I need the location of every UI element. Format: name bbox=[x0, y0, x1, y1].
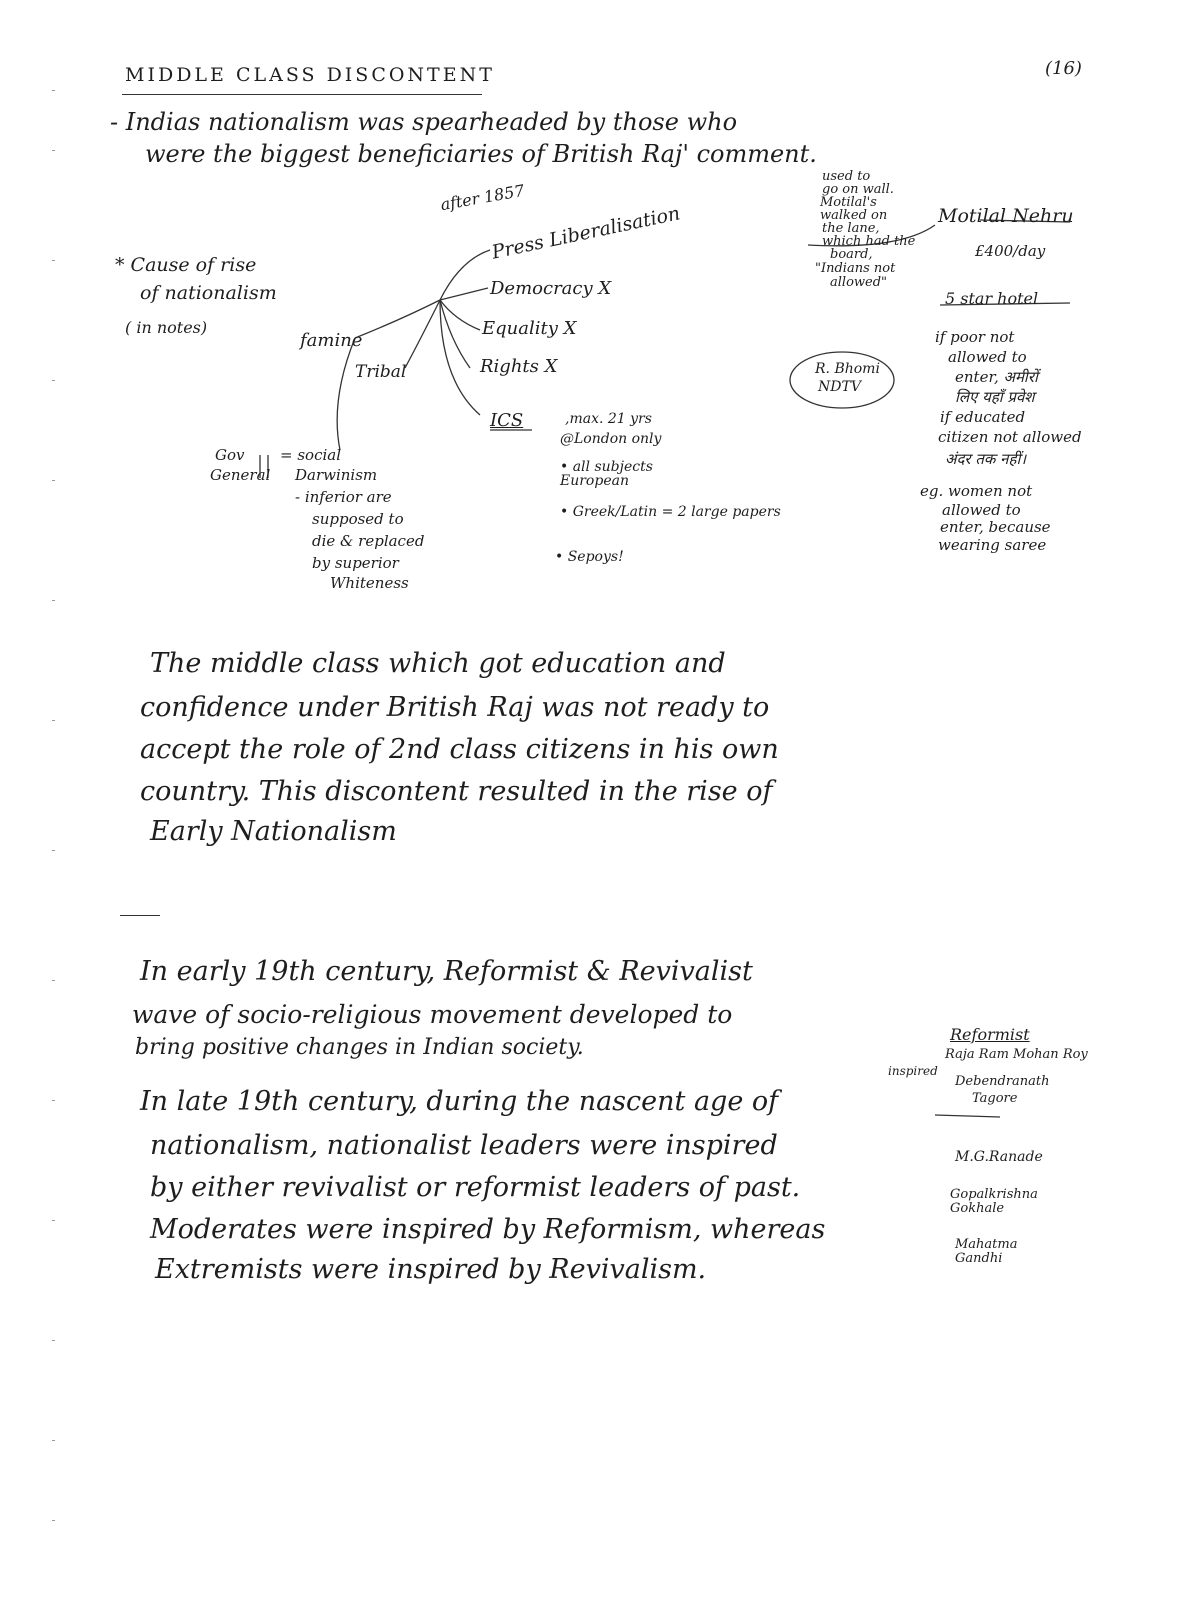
fs-5: if educated bbox=[940, 408, 1026, 426]
center-item-0: Press Liberalisation bbox=[489, 202, 682, 264]
p2-line-2: bring positive changes in Indian society. bbox=[135, 1035, 584, 1060]
mn-0: used to bbox=[822, 169, 871, 184]
mn-7: "Indians not bbox=[815, 261, 896, 276]
p3-line-3: Moderates were inspired by Reformism, whereas bbox=[150, 1214, 826, 1245]
sd-0: = social bbox=[280, 446, 342, 464]
chain-3: Tagore bbox=[972, 1091, 1018, 1106]
fs-3: enter, अमीरों bbox=[955, 368, 1038, 386]
sd-5: by superior bbox=[312, 554, 399, 572]
p1-line-4: Early Nationalism bbox=[150, 816, 397, 847]
rbhomi-1: NDTV bbox=[818, 379, 861, 395]
ics-note-1: @London only bbox=[560, 431, 662, 447]
p3-line-4: Extremists were inspired by Revivalism. bbox=[155, 1254, 707, 1285]
after-1857-label: after 1857 bbox=[438, 180, 526, 215]
section-divider bbox=[120, 915, 160, 916]
sd-4: die & replaced bbox=[312, 532, 425, 550]
ics-note-0: ,max. 21 yrs bbox=[565, 411, 652, 427]
p3-line-1: nationalism, nationalist leaders were inspired bbox=[150, 1130, 778, 1161]
sd-1: Darwinism bbox=[295, 466, 378, 484]
center-item-3: Rights X bbox=[480, 356, 558, 377]
fs-0: 5 star hotel bbox=[945, 289, 1039, 308]
mn-1: go on wall. bbox=[822, 182, 894, 197]
sd-3: supposed to bbox=[312, 510, 404, 528]
reformist-title: Reformist bbox=[950, 1025, 1030, 1044]
fs-2: allowed to bbox=[948, 348, 1027, 366]
mn-2: Motilal's bbox=[820, 195, 877, 210]
sd-2: - inferior are bbox=[295, 488, 392, 506]
fs-4: लिए यहाँ प्रवेश bbox=[955, 388, 1035, 406]
p2-line-1: wave of socio-religious movement developed to bbox=[132, 1000, 733, 1029]
intro-line-1: - Indias nationalism was spearheaded by those who bbox=[110, 108, 738, 136]
page-heading: MIDDLE CLASS DISCONTENT bbox=[125, 64, 495, 86]
p3-line-2: by either revivalist or reformist leaders of past. bbox=[150, 1172, 801, 1203]
p1-line-2: accept the role of 2nd class citizens in his own bbox=[140, 734, 779, 765]
p1-line-1: confidence under British Raj was not ready to bbox=[140, 692, 770, 723]
mn-5: which had the bbox=[822, 234, 916, 249]
mn-3: walked on bbox=[820, 208, 888, 223]
p2-line-0: In early 19th century, Reformist & Revivalist bbox=[140, 956, 753, 987]
ics-note-3: • Greek/Latin = 2 large papers bbox=[560, 504, 781, 520]
ics-label: ICS bbox=[490, 410, 524, 431]
center-item-1: Democracy X bbox=[490, 278, 612, 299]
motilal-sub: £400/day bbox=[975, 242, 1046, 260]
p1-line-3: country. This discontent resulted in the rise of bbox=[140, 776, 773, 807]
ics-note-4: • Sepoys! bbox=[555, 549, 624, 565]
mn-4: the lane, bbox=[822, 221, 880, 236]
cause-line-2: ( in notes) bbox=[125, 318, 208, 337]
fs-8: eg. women not bbox=[920, 482, 1033, 500]
page-number: (16) bbox=[1045, 58, 1082, 79]
ics-note-2: • all subjects European bbox=[560, 459, 653, 489]
chain-5: Gopalkrishna Gokhale bbox=[950, 1187, 1038, 1216]
gov-general-0: Gov bbox=[215, 446, 245, 464]
chain-0: Raja Ram Mohan Roy bbox=[945, 1047, 1088, 1062]
fs-10: enter, because bbox=[940, 518, 1051, 536]
famine-label: famine bbox=[300, 330, 363, 351]
chain-4: M.G.Ranade bbox=[955, 1149, 1043, 1165]
p1-line-0: The middle class which got education and bbox=[150, 648, 726, 679]
intro-line-2: were the biggest beneficiaries of British Raj' comment. bbox=[145, 140, 817, 168]
fs-6: citizen not allowed bbox=[938, 428, 1082, 446]
chain-6: Mahatma Gandhi bbox=[955, 1237, 1018, 1266]
mn-8: allowed" bbox=[830, 275, 888, 290]
mn-6: board, bbox=[830, 247, 873, 262]
chain-1: inspired bbox=[888, 1064, 938, 1078]
sd-6: Whiteness bbox=[330, 574, 409, 592]
fs-9: allowed to bbox=[942, 501, 1021, 519]
gov-general-1: General bbox=[210, 466, 271, 484]
motilal-nehru: Motilal Nehru bbox=[938, 205, 1074, 227]
fs-11: wearing saree bbox=[938, 536, 1047, 554]
rbhomi-0: R. Bhomi bbox=[815, 361, 880, 377]
center-item-2: Equality X bbox=[482, 318, 577, 339]
cause-line-0: * Cause of rise bbox=[115, 254, 257, 276]
fs-7: अंदर तक नहीं। bbox=[945, 450, 1027, 468]
p3-line-0: In late 19th century, during the nascent age of bbox=[140, 1086, 779, 1117]
fs-1: if poor not bbox=[935, 328, 1015, 346]
tribal-label: Tribal bbox=[355, 362, 407, 382]
cause-line-1: of nationalism bbox=[140, 282, 277, 304]
chain-2: Debendranath bbox=[955, 1074, 1050, 1089]
